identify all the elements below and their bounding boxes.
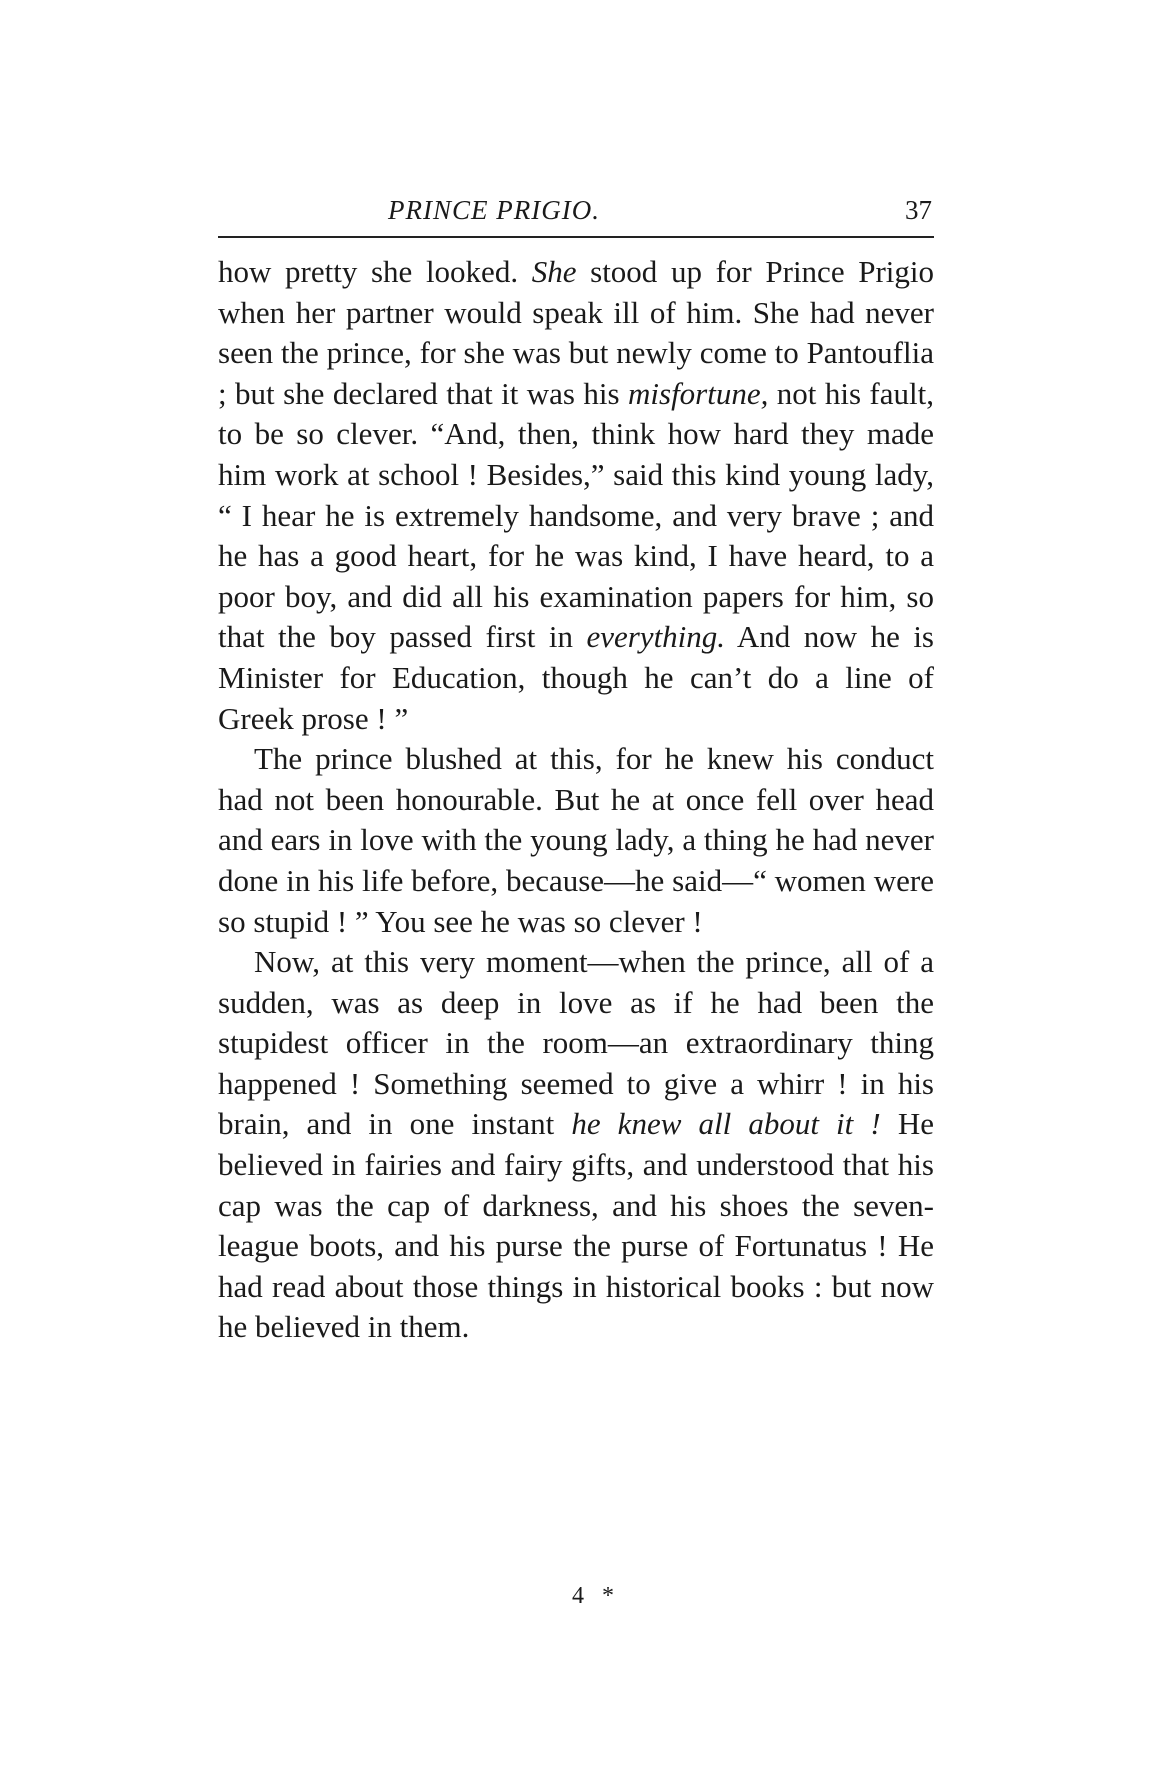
paragraph-1 bbox=[218, 252, 934, 739]
body-text bbox=[218, 252, 934, 1348]
text-run: stood up for Prince Prigio when her partner would speak ill of him. She had never seen the prince, for she was but newly come to Pantouflia ; but she declared that it was his bbox=[218, 254, 935, 411]
running-title: PRINCE PRIGIO. bbox=[388, 195, 600, 225]
paragraph-3 bbox=[218, 942, 934, 1348]
italic-run: he knew all about it ! bbox=[571, 1106, 881, 1142]
text-run: And now he is Minister for Education, though he can’t do a line of Greek prose ! ” bbox=[218, 619, 934, 736]
page-number: 37 bbox=[905, 195, 932, 225]
running-header bbox=[218, 195, 936, 229]
italic-run: misfortune, bbox=[628, 375, 769, 411]
italic-run: everything. bbox=[586, 619, 726, 655]
italic-run: She bbox=[531, 254, 577, 289]
text-run: not his fault, to be so clever. “And, then, think how hard they made him work at school ! Besides,” said this kind young lady, “ I hear he is extremely handsome, and very brave ; and he has a good heart, for he was kind, I have heard, to a poor boy, and did all his examination papers for him, so that the boy passed first in bbox=[218, 375, 934, 655]
signature-mark: 4 * bbox=[572, 1583, 620, 1609]
text-run: He believed in fairies and fairy gifts, and understood that his cap was the cap of darkness, and his shoes the seven-league boots, and his purse the purse of Fortunatus ! He had read about those things in historical books : but now he believed in them. bbox=[218, 1106, 934, 1345]
paragraph-2: The prince blushed at this, for he knew his conduct had not been honourable. But he at once fell over head and ears in love with the young lady, a thing he had never done in his life before, because—he said—“ women were so stupid ! ” You see he was so clever ! bbox=[218, 741, 934, 939]
text-run: Now, at this very moment—when the prince, all of a sudden, was as deep in love as if he had been the stupidest officer in the room—an extraordinary thing happened ! Something seemed to give a whirr ! in his brain, and in one instant bbox=[218, 944, 934, 1142]
text-run: how pretty she looked. bbox=[218, 254, 532, 289]
header-rule bbox=[218, 236, 934, 238]
